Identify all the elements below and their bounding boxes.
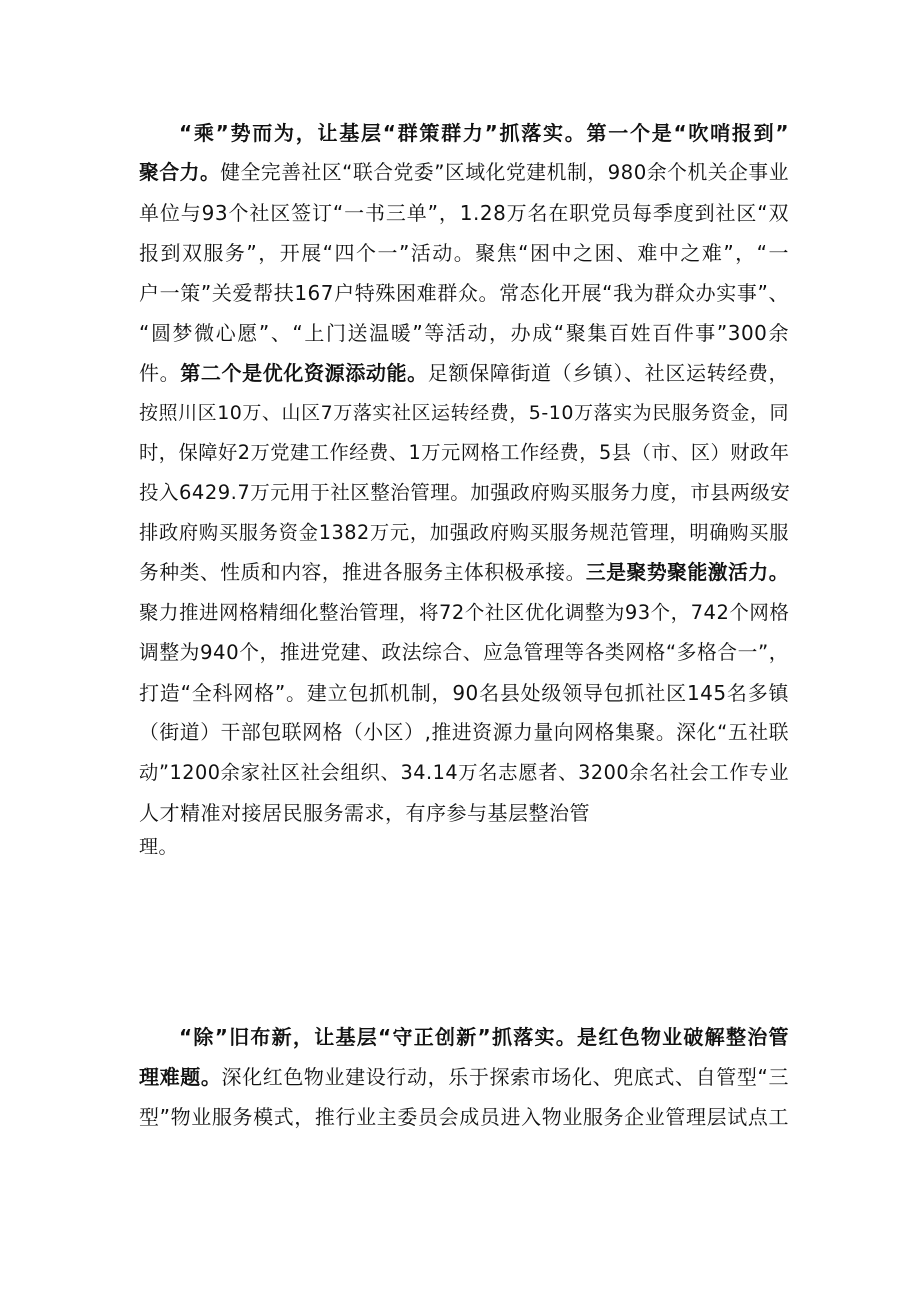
- text-line: [139, 793, 789, 833]
- body-text: 务种类、性质和内容，推进各服务主体积极承接。: [139, 561, 586, 584]
- body-text: 型”物业服务模式，推行业主委员会成员进入物业服务企业管理层试点工: [139, 1105, 789, 1129]
- bold-heading: 理难题。: [139, 1065, 222, 1089]
- text-line: [139, 1057, 789, 1097]
- text-line: [139, 433, 789, 473]
- text-line: [139, 713, 789, 753]
- bold-heading: 第二个是优化资源添动能。: [180, 361, 428, 385]
- body-text: 打造“全科网格”。建立包抓机制，90名县处级领导包抓社区145名多镇: [139, 681, 789, 705]
- bold-heading: 三是聚势聚能激活力。: [585, 561, 789, 584]
- text-line: [139, 473, 789, 513]
- body-text: “圆梦微心愿”、“上门送温暖”等活动，办成“聚集百姓百件事”300余: [139, 321, 789, 345]
- text-line: [139, 633, 789, 673]
- text-line: [139, 833, 789, 861]
- text-line: [139, 273, 789, 313]
- text-line: [139, 353, 789, 393]
- bold-heading: “除”旧布新，让基层“守正创新”抓落实。是红色物业破解整治管: [179, 1025, 789, 1049]
- body-text: 件。: [139, 361, 181, 385]
- paragraph-innovation: [139, 1017, 789, 1137]
- body-text: 调整为940个，推进党建、政法综合、应急管理等各类网格“多格合一”，: [139, 641, 789, 664]
- body-text: 户一策”关爱帮扶167户特殊困难群众。常态化开展“我为群众办实事”、: [139, 281, 789, 305]
- body-text: 时，保障好2万党建工作经费、1万元网格工作经费，5县（市、区）财政年: [139, 441, 790, 464]
- text-line: [139, 673, 789, 713]
- text-line: [139, 553, 789, 593]
- body-text: 报到双服务”，开展“四个一”活动。聚焦“困中之困、难中之难”，“一: [139, 241, 789, 265]
- text-line: [139, 753, 789, 793]
- text-line: [139, 513, 789, 553]
- body-text: 深化红色物业建设行动，乐于探索市场化、兜底式、自管型“三: [221, 1065, 789, 1089]
- body-text: （街道）干部包联网格（小区）,推进资源力量向网格集聚。深化“五社联: [139, 721, 789, 744]
- bold-heading: “乘”势而为，让基层“群策群力”抓落实。第一个是“吹哨报到”: [179, 121, 789, 145]
- body-text: 动”1200余家社区社会组织、34.14万名志愿者、3200余名社会工作专业: [139, 761, 789, 784]
- body-text: 单位与93个社区签订“一书三单”，1.28万名在职党员每季度到社区“双: [139, 201, 789, 225]
- body-text: 聚力推进网格精细化整治管理，将72个社区优化调整为93个，742个网格: [139, 601, 790, 624]
- body-text: 足额保障街道（乡镇）、社区运转经费，: [427, 361, 790, 385]
- body-text: 排政府购买服务资金1382万元，加强政府购买服务规范管理，明确购买服: [139, 521, 789, 544]
- body-text: 投入6429.7万元用于社区整治管理。加强政府购买服务力度，市县两级安: [139, 481, 791, 504]
- text-line: [139, 113, 789, 153]
- text-line: [139, 1097, 789, 1137]
- paragraph-community-mobilization: [139, 113, 789, 861]
- text-line: [139, 153, 789, 193]
- body-text: 理。: [139, 836, 179, 858]
- bold-heading: 聚合力。: [139, 161, 221, 184]
- body-text: 健全完善社区“联合党委”区域化党建机制，980余个机关企事业: [220, 161, 789, 184]
- text-line: [139, 393, 789, 433]
- text-line: [139, 593, 789, 633]
- text-line: [139, 1017, 789, 1057]
- text-line: [139, 233, 789, 273]
- body-text: 人才精准对接居民服务需求，有序参与基层整治管: [139, 801, 590, 825]
- text-line: [139, 193, 789, 233]
- body-text: 按照川区10万、山区7万落实社区运转经费，5-10万落实为民服务资金，同: [139, 402, 789, 424]
- text-line: [139, 313, 789, 353]
